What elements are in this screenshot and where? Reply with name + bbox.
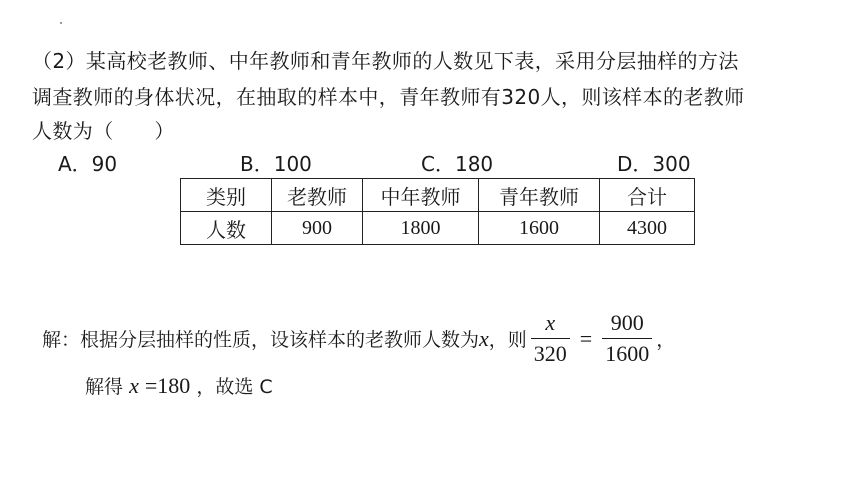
question-line-3: 人数为（ ） [32, 119, 175, 143]
solution-mid: ，则 [488, 329, 527, 351]
option-b: B．100 [240, 152, 312, 176]
table-cell: 人数 [181, 212, 272, 245]
table-cell: 老教师 [272, 179, 363, 212]
table-cell: 合计 [600, 179, 695, 212]
table-cell: 1800 [363, 212, 479, 245]
answer-equation: =180 [144, 373, 191, 398]
option-a: A．90 [58, 152, 118, 176]
answer-variable: x [129, 373, 139, 398]
option-c: C．180 [421, 152, 494, 176]
teacher-count-table [180, 178, 695, 245]
table-cell: 青年教师 [479, 179, 600, 212]
table-header-row [181, 179, 695, 212]
solution-variable: x [479, 325, 489, 351]
table-row [181, 212, 695, 245]
fraction-numerator: x [545, 310, 556, 335]
fraction-bar [531, 338, 570, 339]
option-d: D．300 [617, 152, 691, 176]
table-cell: 4300 [600, 212, 695, 245]
question-line-2: 调查教师的身体状况，在抽取的样本中，青年教师有320人，则该样本的老教师 [32, 85, 745, 109]
equals-sign: = [579, 325, 593, 351]
solution-suffix: ， [656, 329, 676, 351]
answer-line [85, 372, 273, 399]
decorative-dot [60, 22, 62, 24]
fraction-900-over-1600 [602, 310, 652, 367]
table-cell: 900 [272, 212, 363, 245]
answer-suffix: ，故选 C [196, 376, 273, 398]
solution-line [42, 310, 675, 367]
fraction-denominator: 1600 [605, 341, 650, 366]
solution-prefix: 解：根据分层抽样的性质，设该样本的老教师人数为 [42, 329, 480, 351]
question-line-1: （2）某高校老教师、中年教师和青年教师的人数见下表，采用分层抽样的方法 [32, 49, 739, 73]
answer-prefix: 解得 [85, 376, 124, 398]
fraction-bar [602, 338, 652, 339]
fraction-x-over-320 [531, 310, 570, 367]
table-cell: 中年教师 [363, 179, 479, 212]
table-cell: 1600 [479, 212, 600, 245]
fraction-numerator: 900 [610, 310, 644, 335]
fraction-denominator: 320 [533, 341, 567, 366]
table-cell: 类别 [181, 179, 272, 212]
